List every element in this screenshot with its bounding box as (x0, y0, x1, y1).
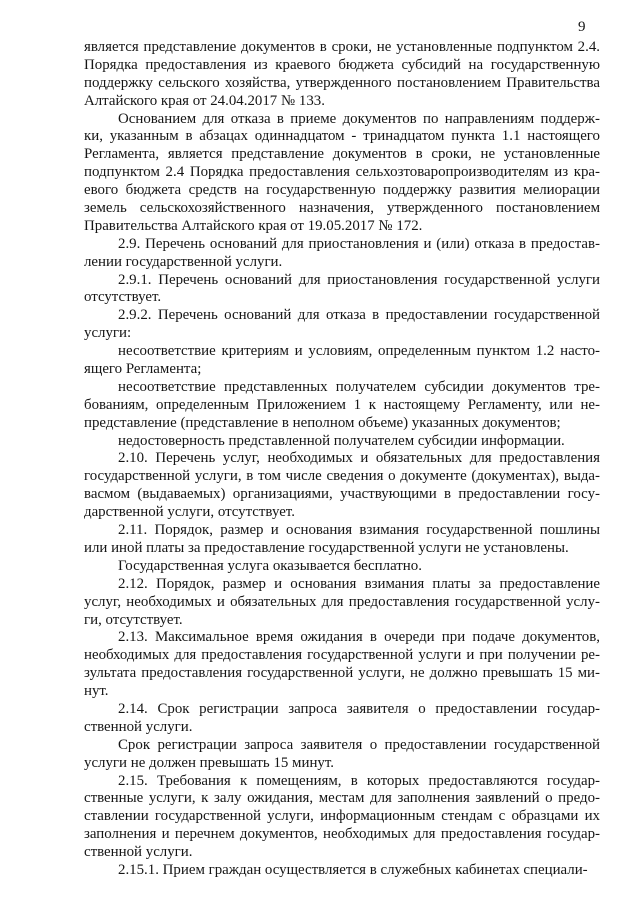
text-line: ственные услуги, к залу ожидания, местам для заполнения заявлений о предо- (84, 790, 600, 807)
text-line: несоответствие представленных получателем субсидии документов тре- (118, 378, 600, 395)
text-line: Регламента, является представление документов в сроки, не установленные (84, 146, 600, 163)
paragraph (84, 307, 600, 343)
text-line: является представление документов в сроки, не установленные подпунктом 2.4. (84, 39, 600, 55)
text-line: услуг, необходимых и обязательных для предоставления государственной услу- (84, 593, 600, 610)
text-line: 2.13. Максимальное время ожидания в очереди при подаче документов, (118, 629, 600, 646)
paragraph (84, 433, 600, 451)
text-line: или иной платы за предоставление государственной услуги не установлены. (84, 539, 569, 556)
text-line: Срок регистрации запроса заявителя о предоставлении государственной (118, 736, 600, 753)
text-line: Алтайского края от 24.04.2017 № 133. (84, 92, 325, 109)
text-line: 2.10. Перечень услуг, необходимых и обязательных для предоставления (118, 450, 600, 467)
paragraph (84, 236, 600, 272)
text-line: ки, указанным в абзацах одиннадцатом - тринадцатом пункта 1.1 настоящего (84, 128, 600, 145)
paragraph (84, 111, 600, 236)
paragraph (84, 39, 600, 111)
text-line: отсутствует. (84, 289, 162, 306)
paragraph (84, 379, 600, 433)
text-line: васмом (выдаваемых) организациями, участвующими в предоставлении госу- (84, 486, 600, 503)
text-line: недостоверность представленной получателем субсидии информации. (118, 432, 565, 449)
paragraph (84, 773, 600, 862)
text-line: государственной услуги, в том числе сведения о документе (документах), выда- (84, 468, 600, 485)
document-body (84, 39, 600, 880)
paragraph (84, 522, 600, 558)
page-number: 9 (578, 19, 586, 35)
text-line: услуги: (84, 325, 132, 342)
text-line: ставлении государственной услуги, информационным стендам с образцами их (84, 808, 600, 825)
paragraph (84, 450, 600, 522)
text-line: бованиям, определенным Приложением 1 к настоящему Регламенту, или не- (84, 396, 600, 413)
text-line: Порядка предоставления из краевого бюджета субсидий на государственную (84, 56, 600, 73)
text-line: заполнения и перечнем документов, необходимых для предоставления государ- (84, 826, 600, 843)
text-line: услуги не должен превышать 15 минут. (84, 754, 334, 771)
paragraph (84, 629, 600, 701)
text-line: зультата предоставления государственной услуги, не должно превышать 15 ми- (84, 665, 600, 682)
text-line: 2.9.2. Перечень оснований для отказа в предоставлении государственной (118, 307, 600, 324)
text-line: евого бюджета средств на государственную поддержку развития мелиорации (84, 182, 600, 199)
text-line: Основанием для отказа в приеме документов по направлениям поддерж- (118, 110, 600, 127)
text-line: 2.9. Перечень оснований для приостановления и (или) отказа в предостав- (118, 235, 600, 252)
text-line: Правительства Алтайского края от 19.05.2017 № 172. (84, 217, 423, 234)
paragraph (84, 343, 600, 379)
paragraph (84, 701, 600, 737)
text-line: дарственной услуги, отсутствует. (84, 504, 295, 521)
text-line: Государственная услуга оказывается бесплатно. (118, 557, 422, 574)
text-line: ственной услуги. (84, 844, 193, 861)
paragraph (84, 576, 600, 630)
text-line: 2.14. Срок регистрации запроса заявителя о предоставлении государ- (118, 700, 600, 717)
text-line: нут. (84, 683, 109, 700)
text-line: 2.11. Порядок, размер и основания взимания государственной пошлины (118, 522, 600, 539)
text-line: 2.9.1. Перечень оснований для приостановления государственной услуги (118, 271, 600, 288)
paragraph (84, 862, 600, 880)
text-line: несоответствие критериям и условиям, определенным пунктом 1.2 насто- (118, 343, 600, 360)
paragraph (84, 558, 600, 576)
text-line: поддержку сельского хозяйства, утвержденного постановлением Правительства (84, 74, 600, 91)
text-line: земель сельскохозяйственного назначения, утвержденного постановлением (84, 200, 600, 217)
text-line: представление (представление в неполном объеме) указанных документов; (84, 414, 561, 431)
text-line: ственной услуги. (84, 718, 193, 735)
text-line: ги, отсутствует. (84, 611, 183, 628)
text-line: 2.15. Требования к помещениям, в которых предоставляются государ- (118, 772, 600, 789)
text-line: необходимых для предоставления государственной услуги и при получении ре- (84, 647, 600, 664)
text-line: лении государственной услуги. (84, 253, 283, 270)
text-line: 2.12. Порядок, размер и основания взимания платы за предоставление (118, 575, 600, 592)
paragraph (84, 272, 600, 308)
text-line: 2.15.1. Прием граждан осуществляется в служебных кабинетах специали- (118, 861, 588, 878)
paragraph (84, 737, 600, 773)
text-line: ящего Регламента; (84, 361, 202, 378)
text-line: подпунктом 2.4 Порядка предоставления сельхозтоваропроизводителям из кра- (84, 164, 600, 181)
